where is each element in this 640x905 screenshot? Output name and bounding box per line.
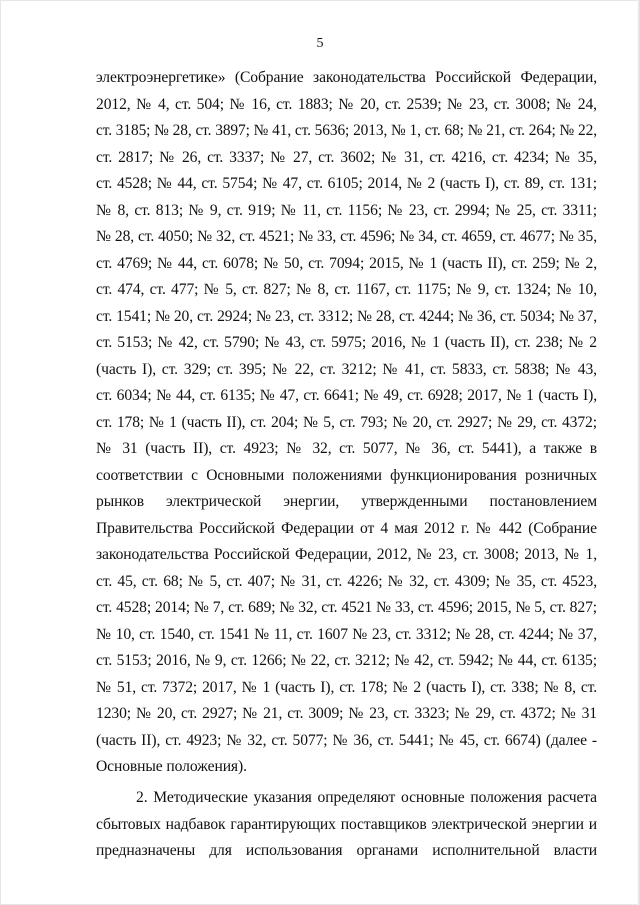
text-line-25: 1230; № 20, ст. 2927; № 21, ст. 3009; № 23, ст. 3323; № 29, ст. 4372; № 31 [96,705,597,722]
text-line-2: 2012, № 4, ст. 504; № 16, ст. 1883; № 20, ст. 2539; № 23, ст. 3008; № 24, [96,96,597,113]
paragraph-2-line-2: сбытовых надбавок гарантирующих поставщиков электрической энергии и [96,816,597,833]
text-line-24: № 51, ст. 7372; 2017, № 1 (часть I), ст. 178; № 2 (часть I), ст. 338; № 8, ст. [96,679,597,696]
paragraph-2-line-1: 2. Методические указания определяют основные положения расчета [136,789,597,806]
text-line-1: электроэнергетике» (Собрание законодательства Российской Федерации, [96,69,597,86]
text-line-3: ст. 3185; № 28, ст. 3897; № 41, ст. 5636; 2013, № 1, ст. 68; № 21, ст. 264; № 22, [96,122,597,139]
paragraph-2-line-3: предназначены для использования органами исполнительной власти [96,842,597,859]
text-line-22: № 10, ст. 1540, ст. 1541 № 11, ст. 1607 № 23, ст. 3312; № 28, ст. 4244; № 37, [96,626,597,643]
text-line-15: № 31 (часть II), ст. 4923; № 32, ст. 5077, № 36, ст. 5441), а также в [96,440,597,457]
text-line-12: (часть I), ст. 329; ст. 395; № 22, ст. 3212; № 41, ст. 5833, ст. 5838; № 43, [96,361,597,378]
text-line-23: ст. 5153; 2016, № 9, ст. 1266; № 22, ст. 3212; № 42, ст. 5942; № 44, ст. 6135; [96,652,597,669]
page-number: 5 [316,36,324,51]
text-line-9: ст. 474, ст. 477; № 5, ст. 827; № 8, ст. 1167, ст. 1175; № 9, ст. 1324; № 10, [96,281,597,298]
text-line-14: ст. 178; № 1 (часть II), ст. 204; № 5, ст. 793; № 20, ст. 2927; № 29, ст. 4372; [96,414,597,431]
text-line-4: ст. 2817; № 26, ст. 3337; № 27, ст. 3602; № 31, ст. 4216, ст. 4234; № 35, [96,149,597,166]
text-line-11: ст. 5153; № 42, ст. 5790; № 43, ст. 5975; 2016, № 1 (часть II), ст. 238; № 2 [96,334,597,351]
text-line-5: ст. 4528; № 44, ст. 5754; № 47, ст. 6105; 2014, № 2 (часть I), ст. 89, ст. 131; [96,175,597,192]
text-line-21: ст. 4528; 2014; № 7, ст. 689; № 32, ст. 4521 № 33, ст. 4596; 2015, № 5, ст. 827; [96,599,597,616]
text-line-10: ст. 1541; № 20, ст. 2924; № 23, ст. 3312; № 28, ст. 4244; № 36, ст. 5034; № 37, [96,308,597,325]
text-line-8: ст. 4769; № 44, ст. 6078; № 50, ст. 7094; 2015, № 1 (часть II), ст. 259; № 2, [96,255,597,272]
text-line-17: рынков электрической энергии, утвержденными постановлением [96,493,597,510]
text-line-13: ст. 6034; № 44, ст. 6135; № 47, ст. 6641; № 49, ст. 6928; 2017, № 1 (часть I), [96,387,597,404]
text-line-27: Основные положения). [96,758,247,775]
text-line-7: № 28, ст. 4050; № 32, ст. 4521; № 33, ст. 4596; № 34, ст. 4659, ст. 4677; № 35, [96,228,597,245]
text-line-6: № 8, ст. 813; № 9, ст. 919; № 11, ст. 1156; № 23, ст. 2994; № 25, ст. 3311; [96,202,597,219]
text-line-19: законодательства Российской Федерации, 2012, № 23, ст. 3008; 2013, № 1, [96,546,597,563]
text-line-20: ст. 45, ст. 68; № 5, ст. 407; № 31, ст. 4226; № 32, ст. 4309; № 35, ст. 4523, [96,573,597,590]
text-line-26: (часть II), ст. 4923; № 32, ст. 5077; № 36, ст. 5441; № 45, ст. 6674) (далее - [96,732,597,749]
text-line-18: Правительства Российской Федерации от 4 мая 2012 г. № 442 (Собрание [96,520,597,537]
text-line-16: соответствии с Основными положениями функционирования розничных [96,467,597,484]
